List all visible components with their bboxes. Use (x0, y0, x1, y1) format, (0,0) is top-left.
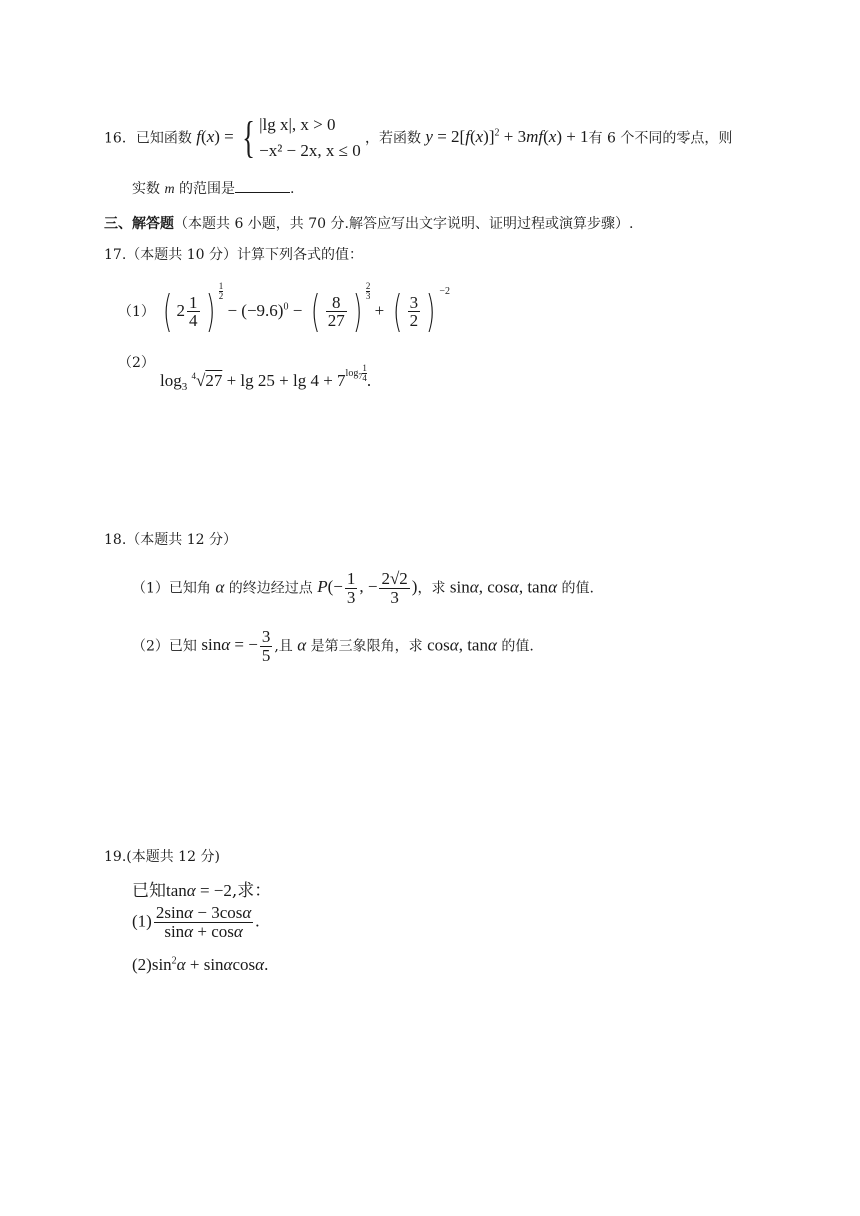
q17-part2-label: （2） (118, 355, 155, 371)
q18-part2-a: 已知 (168, 638, 197, 655)
q16-line2-a: 实数 (132, 181, 160, 197)
q16-line1 (104, 112, 732, 165)
section3-title: 三、解答题 (104, 216, 174, 232)
section3-heading (104, 213, 633, 233)
q16-var-m: m (164, 182, 175, 197)
q18-part1-a: 已知角 (168, 580, 211, 597)
q17-part2 (118, 352, 155, 372)
q18-part2-c: 是第三象限角，求 (310, 638, 423, 655)
q16-line2-end: . (290, 181, 295, 197)
q17-part1-expression: ( 2 $\frac{1}{4}$ ) $^{\frac{1}{2}}$ − $(-9.6)^0$ − ( $\frac{8}{27}$ ) $^{\frac{2}{3}}$ + ( $\frac{3}{2}$ ) $^{-2}$ (163, 281, 450, 337)
q19-part2-label: (2) (132, 955, 152, 974)
q18-part2: （2）已知 sinα = − $\frac{3}{5}$ ,且 α 是第三象限角，求 cosα, tanα 的值. (132, 627, 534, 665)
q16-line2 (132, 178, 294, 198)
section3-note: （本题共 6 小题，共 70 分.解答应写出文字说明、证明过程或演算步骤）. (174, 216, 634, 232)
q19-given-a: 已知 (132, 881, 166, 901)
q16-prefix: 已知函数 (135, 130, 192, 147)
q18-part2-b: ,且 (274, 638, 293, 655)
q19-given-b: ,求： (231, 881, 272, 901)
q19-part2: $(2)\sin^2\alpha + \sin\alpha\cos\alpha$. (132, 955, 269, 974)
q16-case1: |lg x|, x > 0 (259, 115, 336, 134)
q18-part1: （1）已知角 α 的终边经过点 P(− $\frac{1}{3}$ , − $\frac{2√2}{3}$ )，求 sinα, cosα, tanα 的值. (132, 569, 594, 607)
q18-part2-d: 的值. (501, 638, 534, 655)
q16-middle: ，若函数 (364, 130, 421, 147)
q16-case2: −x² − 2x, x ≤ 0 (259, 141, 361, 161)
q16-function-def: f(x) = { |lg x|, x > 0 −x² − 2x, x ≤ 0 (196, 127, 365, 146)
q18-point: P(− $\frac{1}{3}$ , − $\frac{2√2}{3}$ ) (317, 569, 418, 607)
q18-part1-d: 的值. (561, 580, 594, 597)
q18-header: 18.（本题共 12 分） (104, 532, 237, 548)
q19-given: 已知tanα = −2,求： (132, 881, 272, 901)
q16-composite-function: $y = 2[f(x)]^2 + 3mf(x) + 1$ (425, 127, 589, 147)
q16-suffix: 有 6 个不同的零点，则 (588, 130, 733, 147)
q17-header: 17.（本题共 10 分）计算下列各式的值： (104, 247, 363, 263)
q16-cases (259, 112, 361, 165)
q17-part1-label: （1） (118, 303, 155, 320)
q16-number: 16． (104, 130, 136, 147)
q16-line2-b: 的范围是 (179, 181, 236, 197)
q18-part2-label: （2） (132, 638, 169, 655)
q17-part1 (118, 281, 450, 337)
q18-part1-label: （1） (132, 580, 169, 597)
q19-header: 19.(本题共 12 分) (104, 849, 220, 865)
q18-part1-c: ，求 (417, 580, 446, 597)
left-brace-icon: { (242, 113, 255, 163)
q19-part1-label: (1) (132, 911, 152, 931)
q19-part1: (1) $\frac{2\sin\alpha - 3\cos\alpha}{\sin\alpha + \cos\alpha}$ . (132, 903, 260, 941)
answer-blank (235, 192, 290, 193)
q18-part1-b: 的终边经过点 (228, 580, 313, 597)
q17-part2-expression: $\log_3 ^4√27 + \lg 25 + \lg 4 + 7^{log_7 \frac{1}{4}}$ . (160, 363, 372, 394)
